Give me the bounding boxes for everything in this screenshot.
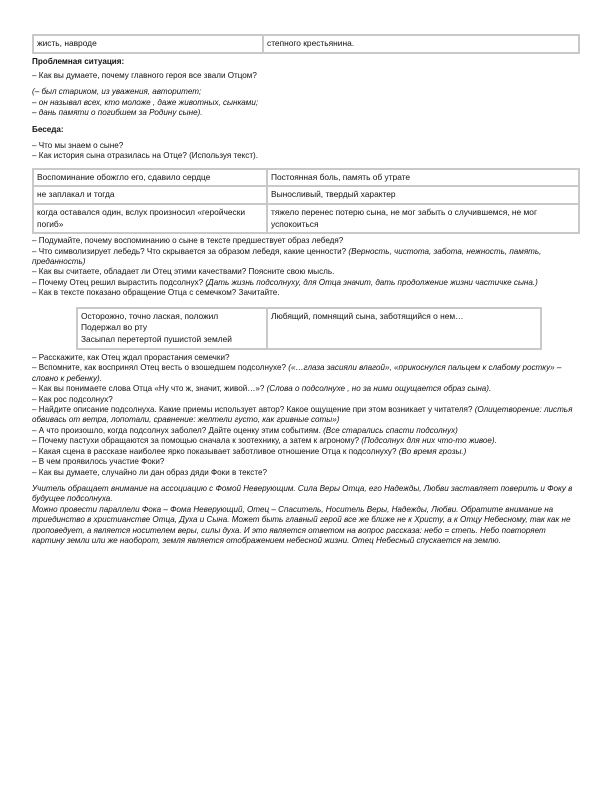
table-cell: Постоянная боль, память об утрате	[267, 169, 579, 187]
document-page	[32, 34, 580, 546]
table-row	[77, 308, 541, 349]
question-line	[32, 384, 580, 394]
question-text: – Почему пастухи обращаются за помощью сначала к зоотехнику, а затем к агроному?	[32, 436, 362, 446]
table-cell: когда оставался один, вслух произносил «геройчески погиб»	[33, 204, 267, 233]
question-line	[32, 426, 580, 436]
table-cell: тяжело перенес потерю сына, не мог забыть о случившемся, не мог успокоиться	[267, 204, 579, 233]
question-line	[32, 468, 580, 478]
question-line	[32, 247, 580, 268]
answer-text: (Верность, чистота, забота, нежность, память, преданность)	[32, 246, 542, 267]
table-row	[33, 204, 579, 233]
problem-heading: Проблемная ситуация:	[32, 56, 125, 66]
question-line	[32, 288, 580, 298]
seed-action: Подержал во рту	[81, 322, 148, 333]
question-text: – Какая сцена в рассказе наиболее ярко показывает заботливое отношение Отца к подсолнуху?	[32, 446, 399, 456]
talk-question: – Что мы знаем о сыне?	[32, 141, 124, 151]
answer-text: (Подсолнух для них что-то живое).	[361, 436, 497, 446]
teacher-note: Учитель обращает внимание на ассоциацию с Фомой Неверующим. Сила Веры Отца, его Надежды, Любви заставляет поверить и Фоку в будущее подсолнуха.	[32, 483, 573, 504]
table-row	[33, 169, 579, 187]
table-seed	[76, 307, 542, 350]
table-cell: жисть, навроде	[33, 35, 263, 53]
problem-question: – Как вы думаете, почему главного героя все звали Отцом?	[32, 71, 257, 80]
answer-text: (Олицетворение: листья обвивась от ветра, лопотали, сравнение: желтели густо, как гривные соты»)	[32, 405, 573, 425]
question-text: – Расскажите, как Отец ждал прорастания семечки?	[32, 353, 230, 363]
talk-question: – Как история сына отразилась на Отце? (Используя текст).	[32, 151, 258, 161]
teacher-note: Можно провести параллели Фока – Фома Неверующий, Отец – Спаситель, Носитель Веры, Надежды, Любви. Обратите внимание на триединство в христианстве Отца, Духа и Сына. Может быть главный герой все же ближе не к Христу, а к Отцу Небесному, так как не проповедует, а является носителем веры, силы духа. И это является ответом на вопрос рассказа: небо = степь. Небо повторяет картину земли или же наоборот, земля является отображением небесной жизни. Отец Небесный спускается на землю.	[32, 504, 571, 545]
question-text: – В чем проявилось участие Фоки?	[32, 457, 165, 467]
table-cell: Воспоминание обожгло его, сдавило сердце	[33, 169, 267, 187]
problem-answer: – он называл всех, кто моложе , даже животных, сынками;	[32, 97, 259, 107]
question-line	[32, 405, 580, 426]
table-memory	[32, 168, 580, 234]
question-text: – Найдите описание подсолнуха. Какие приемы использует автор? Какое ощущение при этом возникает у читателя?	[32, 405, 475, 415]
question-text: – Как вы считаете, обладает ли Отец этими качествами? Поясните свою мысль.	[32, 267, 335, 277]
question-line	[32, 278, 580, 288]
question-line	[32, 353, 580, 363]
question-line	[32, 447, 580, 457]
question-text: – Как вы понимаете слова Отца «Ну что ж, значит, живой…»?	[32, 384, 267, 394]
answer-text: (Во время грозы.)	[398, 446, 467, 456]
question-line	[32, 363, 580, 384]
question-line	[32, 395, 580, 405]
problem-answer: (– был стариком, из уважения, авторитет;	[32, 87, 202, 97]
question-text: – Как вы думаете, случайно ли дан образ дяди Фоки в тексте?	[32, 467, 267, 477]
question-line	[32, 436, 580, 446]
table-cell: не заплакал и тогда	[33, 186, 267, 204]
table-top	[32, 34, 580, 54]
question-line	[32, 457, 580, 467]
question-text: – Как рос подсолнух?	[32, 394, 113, 404]
problem-answer: – дань памяти о погибшем за Родину сыне).	[32, 108, 203, 118]
answer-text: (Слова о подсолнухе , но за ними ощущается образ сына).	[266, 384, 492, 394]
table-cell	[77, 308, 267, 349]
table-row	[33, 186, 579, 204]
question-text: – Что символизирует лебедь? Что скрывается за образом лебедя, какие ценности?	[32, 246, 349, 256]
answer-text: («…глаза засияли влагой», «прикоснулся пальцем к слабому ростку» – словно к ребенку).	[32, 363, 562, 383]
talk-heading: Беседа:	[32, 124, 64, 134]
table-cell: степного крестьянина.	[263, 35, 579, 53]
question-text: – А что произошло, когда подсолнух заболел? Дайте оценку этим событиям.	[32, 425, 324, 435]
answer-text: (Все старались спасти подсолнух)	[323, 425, 458, 435]
question-text: – Как в тексте показано обращение Отца с семечком? Зачитайте.	[32, 288, 280, 298]
table-row	[33, 35, 579, 53]
question-text: – Подумайте, почему воспоминанию о сыне в тексте предшествует образ лебедя?	[32, 236, 344, 246]
table-cell: Выносливый, твердый характер	[267, 186, 579, 204]
question-line	[32, 267, 580, 277]
answer-text: (Дать жизнь подсолнуху, для Отца значит, дать продолжение жизни частичке сына.)	[205, 277, 538, 287]
question-line	[32, 236, 580, 246]
question-text: – Вспомните, как воспринял Отец весть о взошедшем подсолнухе?	[32, 363, 289, 373]
seed-action: Засыпал перетертой пушистой землей	[81, 334, 232, 345]
table-cell: Любящий, помнящий сына, заботящийся о нем…	[267, 308, 541, 349]
seed-action: Осторожно, точно лаская, положил	[81, 310, 219, 321]
question-text: – Почему Отец решил вырастить подсолнух?	[32, 277, 206, 287]
